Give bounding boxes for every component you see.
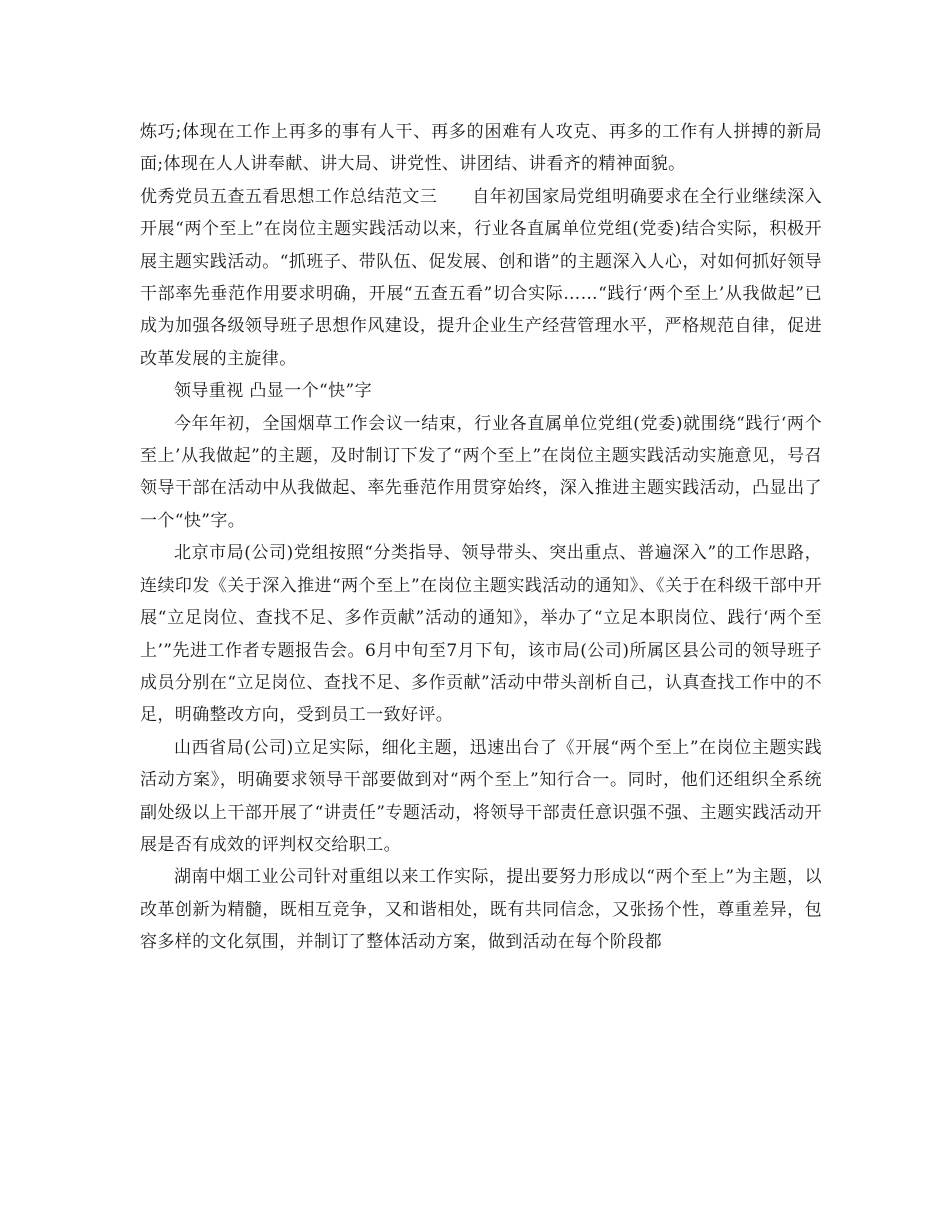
paragraph-section-intro: 优秀党员五查五看思想工作总结范文三 自年初国家局党组明确要求在全行业继续深入开展“两个至上”在岗位主题实践活动以来，行业各直属单位党组(党委)结合实际，积极开展主题实践活动。“抓班子、带队伍、促发展、创和谐”的主题深入人心，对如何抓好领导干部率先垂范作用要求明确，开展“五查五看”切合实际……“践行‘两个至上’从我做起”已成为加强各级领导班子思想作风建设，提升企业生产经营管理水平，严格规范自律，促进改革发展的主旋律。 xyxy=(140,186,822,369)
document-body xyxy=(140,116,822,959)
paragraph-body: 北京市局(公司)党组按照“分类指导、领导带头、突出重点、普遍深入”的工作思路，连续印发《关于深入推进“两个至上”在岗位主题实践活动的通知》、《关于在科级干部中开展“立足岗位、查找不足、多作贡献”活动的通知》，举办了“立足本职岗位、践行‘两个至上’”先进工作者专题报告会。6月中旬至7月下旬，该市局(公司)所属区县公司的领导班子成员分别在“立足岗位、查找不足、多作贡献”活动中带头剖析自己，认真查找工作中的不足，明确整改方向，受到员工一致好评。 xyxy=(140,543,822,726)
section-heading: 领导重视 凸显一个“快”字 xyxy=(174,381,372,402)
paragraph-continuation: 炼巧;体现在工作上再多的事有人干、再多的困难有人攻克、再多的工作有人拼搏的新局面;体现在人人讲奉献、讲大局、讲党性、讲团结、讲看齐的精神面貌。 xyxy=(140,122,822,175)
paragraph-body: 今年年初，全国烟草工作会议一结束，行业各直属单位党组(党委)就围绕“践行‘两个至上’从我做起”的主题，及时制订下发了“两个至上”在岗位主题实践活动实施意见，号召领导干部在活动中从我做起、率先垂范作用贯穿始终，深入推进主题实践活动，凸显出了一个“快”字。 xyxy=(140,413,822,531)
paragraph-body: 山西省局(公司)立足实际，细化主题，迅速出台了《开展“两个至上”在岗位主题实践活动方案》，明确要求领导干部要做到对“两个至上”知行合一。同时，他们还组织全系统副处级以上干部开展了“讲责任”专题活动，将领导干部责任意识强不强、主题实践活动开展是否有成效的评判权交给职工。 xyxy=(140,737,822,855)
paragraph-body: 湖南中烟工业公司针对重组以来工作实际，提出要努力形成以“两个至上”为主题，以改革创新为精髓，既相互竞争，又和谐相处，既有共同信念，又张扬个性，尊重差异，包容多样的文化氛围，并制订了整体活动方案，做到活动在每个阶段都 xyxy=(140,867,822,953)
